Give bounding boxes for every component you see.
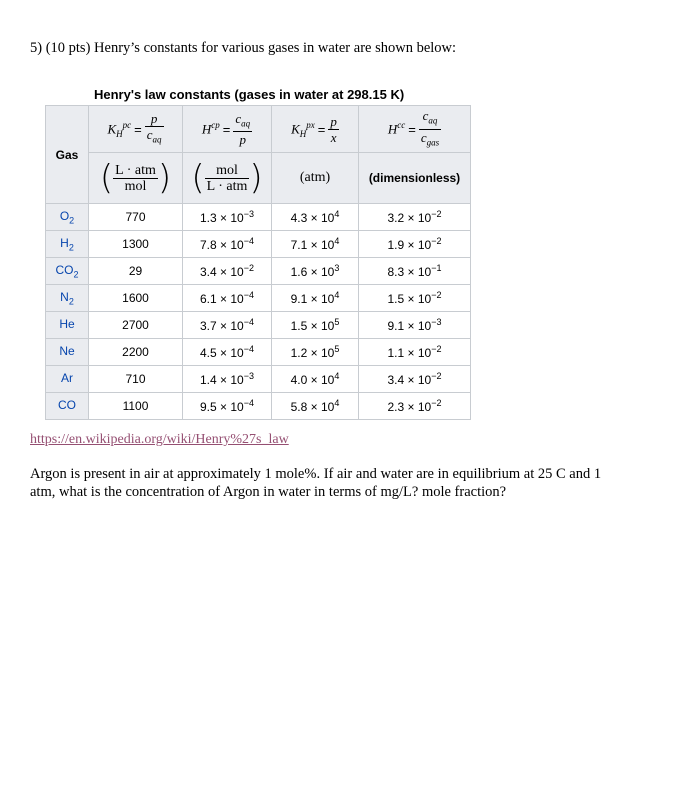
kpx-cell: $4.3 \times 10^4$ bbox=[272, 204, 359, 231]
table-row bbox=[46, 231, 471, 258]
hcc-units-header: (dimensionless) bbox=[359, 153, 471, 204]
table-caption: Henry's law constants (gases in water at 298.15 K) bbox=[94, 87, 405, 102]
kpc-cell: 1600 bbox=[89, 285, 183, 312]
kpc-cell: 2200 bbox=[89, 339, 183, 366]
hcp-unit-numerator: mol bbox=[205, 163, 250, 179]
kpc-unit-denominator: mol bbox=[124, 178, 147, 194]
hcp-formula-header: $H^{cp}$ = $c_{aq}$ p bbox=[183, 106, 272, 153]
table-row bbox=[46, 204, 471, 231]
hcc-cell: $8.3 \times 10^{-1}$ bbox=[359, 258, 471, 285]
argon-question: Argon is present in air at approximately 1 mole%. If air and water are in equilibrium at 25 C and 1 atm, what is the concentration of Argon in water in terms of mg/L? mole fraction? bbox=[30, 466, 602, 500]
hcc-cell: $9.1 \times 10^{-3}$ bbox=[359, 312, 471, 339]
kpx-cell: $1.6 \times 10^3$ bbox=[272, 258, 359, 285]
table-row bbox=[46, 366, 471, 393]
kpc-cell: 2700 bbox=[89, 312, 183, 339]
kpc-cell: 1100 bbox=[89, 393, 183, 420]
kpc-formula-header: $K_H^{pc}$ = p $c_{aq}$ bbox=[89, 106, 183, 153]
henry-constants-table bbox=[45, 105, 471, 420]
kpx-cell: $5.8 \times 10^4$ bbox=[272, 393, 359, 420]
question-heading: 5) (10 pts) Henry’s constants for various gases in water are shown below: bbox=[30, 40, 457, 56]
hcp-cell: $7.8 \times 10^{-4}$ bbox=[183, 231, 272, 258]
kpc-cell: 770 bbox=[89, 204, 183, 231]
kpx-cell: $1.2 \times 10^5$ bbox=[272, 339, 359, 366]
hcc-cell: $2.3 \times 10^{-2}$ bbox=[359, 393, 471, 420]
table-row bbox=[46, 258, 471, 285]
gas-cell-o2[interactable]: $O_2$ bbox=[46, 204, 89, 231]
hcp-cell: $3.4 \times 10^{-2}$ bbox=[183, 258, 272, 285]
formula-header-row bbox=[46, 106, 471, 153]
kpc-unit-numerator: L · atm bbox=[115, 162, 156, 178]
kpc-cell: 29 bbox=[89, 258, 183, 285]
hcc-formula-header: $H^{cc}$ = $c_{aq}$ $c_{gas}$ bbox=[359, 106, 471, 153]
hcp-cell: $4.5 \times 10^{-4}$ bbox=[183, 339, 272, 366]
kpx-unit: (atm) bbox=[299, 170, 331, 185]
kpx-cell: $1.5 \times 10^5$ bbox=[272, 312, 359, 339]
kpx-cell: $9.1 \times 10^4$ bbox=[272, 285, 359, 312]
units-header-row bbox=[46, 153, 471, 204]
hcc-cell: $1.5 \times 10^{-2}$ bbox=[359, 285, 471, 312]
kpx-cell: $4.0 \times 10^4$ bbox=[272, 366, 359, 393]
gas-cell-ar[interactable]: Ar bbox=[46, 366, 89, 393]
hcc-cell: $3.4 \times 10^{-2}$ bbox=[359, 366, 471, 393]
hcp-cell: $1.3 \times 10^{-3}$ bbox=[183, 204, 272, 231]
hcp-cell: $9.5 \times 10^{-4}$ bbox=[183, 393, 272, 420]
hcp-units-header: ( mol L · atm ) bbox=[183, 153, 272, 204]
hcp-cell: $1.4 \times 10^{-3}$ bbox=[183, 366, 272, 393]
kpx-formula-header: $K_H^{px}$ = p x bbox=[272, 106, 359, 153]
table-row bbox=[46, 285, 471, 312]
kpx-units-header bbox=[272, 153, 359, 204]
hcc-cell: $1.1 \times 10^{-2}$ bbox=[359, 339, 471, 366]
hcc-cell: $3.2 \times 10^{-2}$ bbox=[359, 204, 471, 231]
gas-cell-he[interactable]: He bbox=[46, 312, 89, 339]
gas-cell-n2[interactable]: $N_2$ bbox=[46, 285, 89, 312]
hcp-cell: $6.1 \times 10^{-4}$ bbox=[183, 285, 272, 312]
kpc-units-header: ( L · atm mol ) bbox=[89, 153, 183, 204]
table-row bbox=[46, 339, 471, 366]
kpc-cell: 710 bbox=[89, 366, 183, 393]
hcc-cell: $1.9 \times 10^{-2}$ bbox=[359, 231, 471, 258]
gas-cell-co2[interactable]: $CO_2$ bbox=[46, 258, 89, 285]
table-row bbox=[46, 312, 471, 339]
gas-cell-co[interactable]: CO bbox=[46, 393, 89, 420]
table-row bbox=[46, 393, 471, 420]
gas-cell-ne[interactable]: Ne bbox=[46, 339, 89, 366]
kpc-cell: 1300 bbox=[89, 231, 183, 258]
kpx-cell: $7.1 \times 10^4$ bbox=[272, 231, 359, 258]
gas-cell-h2[interactable]: $H_2$ bbox=[46, 231, 89, 258]
hcp-cell: $3.7 \times 10^{-4}$ bbox=[183, 312, 272, 339]
wikipedia-link[interactable]: https://en.wikipedia.org/wiki/Henry%27s_law bbox=[30, 432, 289, 447]
gas-column-header: Gas bbox=[46, 106, 89, 204]
hcp-unit-denominator: L · atm bbox=[206, 178, 248, 194]
